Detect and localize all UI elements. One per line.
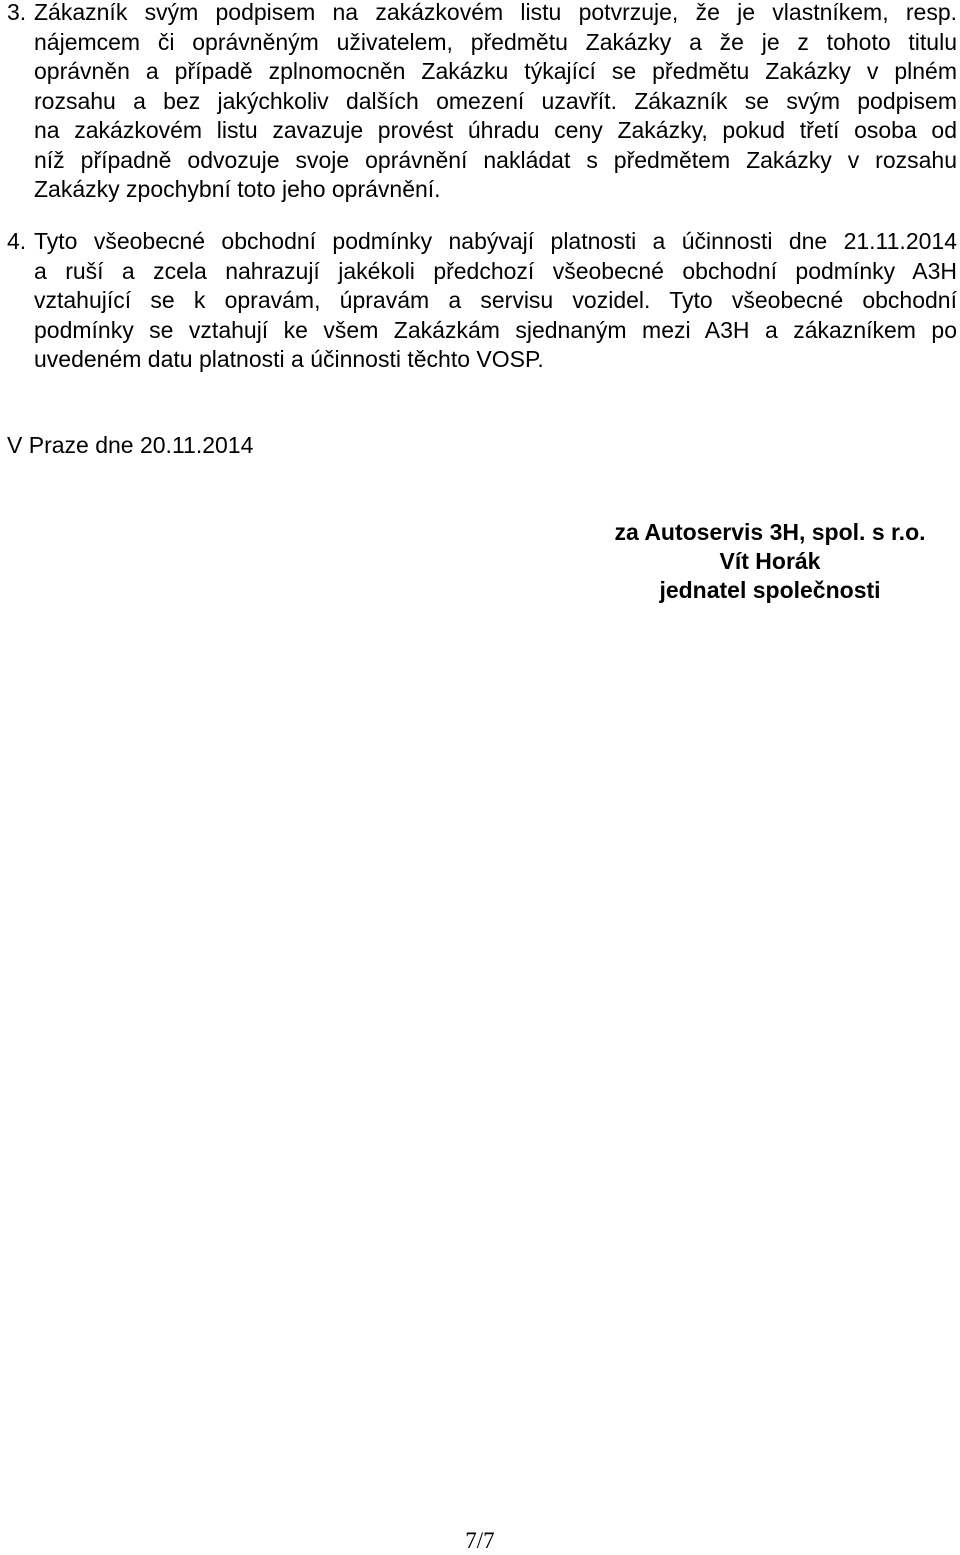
paragraph-line: a ruší a zcela nahrazují jakékoli předchozí všeobecné obchodní podmínky A3H [34, 257, 957, 284]
paragraph-line: 4. Tyto všeobecné obchodní podmínky nabývají platnosti a účinnosti dne 21.11.2014 [7, 227, 957, 257]
paragraph-line: na zakázkovém listu zavazuje provést úhradu ceny Zakázky, pokud třetí osoba od [34, 117, 957, 143]
signature-name: Vít Horák [719, 548, 821, 574]
paragraph-line: uvedeném datu platnosti a účinnosti těchto VOSP. [34, 346, 544, 372]
signature-role: jednatel společnosti [659, 577, 881, 603]
paragraph-line: rozsahu a bez jakýchkoliv dalších omezení uzavřít. Zákazník se svým podpisem [34, 87, 957, 114]
paragraph-line: nájemcem či oprávněným uživatelem, předmětu Zakázky a že je z tohoto titulu [34, 28, 957, 55]
paragraph-line: vztahující se k opravám, úpravám a servisu vozidel. Tyto všeobecné obchodní [34, 287, 957, 313]
signature-block [595, 518, 945, 605]
paragraph-number: 3. [7, 0, 27, 25]
paragraph-line: Zakázky zpochybní toto jeho oprávnění. [34, 176, 441, 202]
paragraph-line: 3. Zákazník svým podpisem na zakázkovém listu potvrzuje, že je vlastníkem, resp. [7, 0, 957, 28]
paragraph-line: níž případně odvozuje svoje oprávnění nakládat s předmětem Zakázky v rozsahu [34, 146, 957, 173]
paragraph-number: 4. [7, 228, 27, 254]
paragraph-3 [7, 0, 957, 205]
page-number: 7/7 [465, 1528, 495, 1553]
paragraph-line: podmínky se vztahují ke všem Zakázkám sjednaným mezi A3H a zákazníkem po [34, 316, 957, 343]
place-and-date: V Praze dne 20.11.2014 [7, 432, 254, 458]
paragraph-line: oprávněn a případě zplnomocněn Zakázku týkající se předmětu Zakázky v plném [34, 58, 957, 84]
paragraph-4 [7, 227, 957, 375]
signature-company: za Autoservis 3H, spol. s r.o. [614, 519, 926, 545]
